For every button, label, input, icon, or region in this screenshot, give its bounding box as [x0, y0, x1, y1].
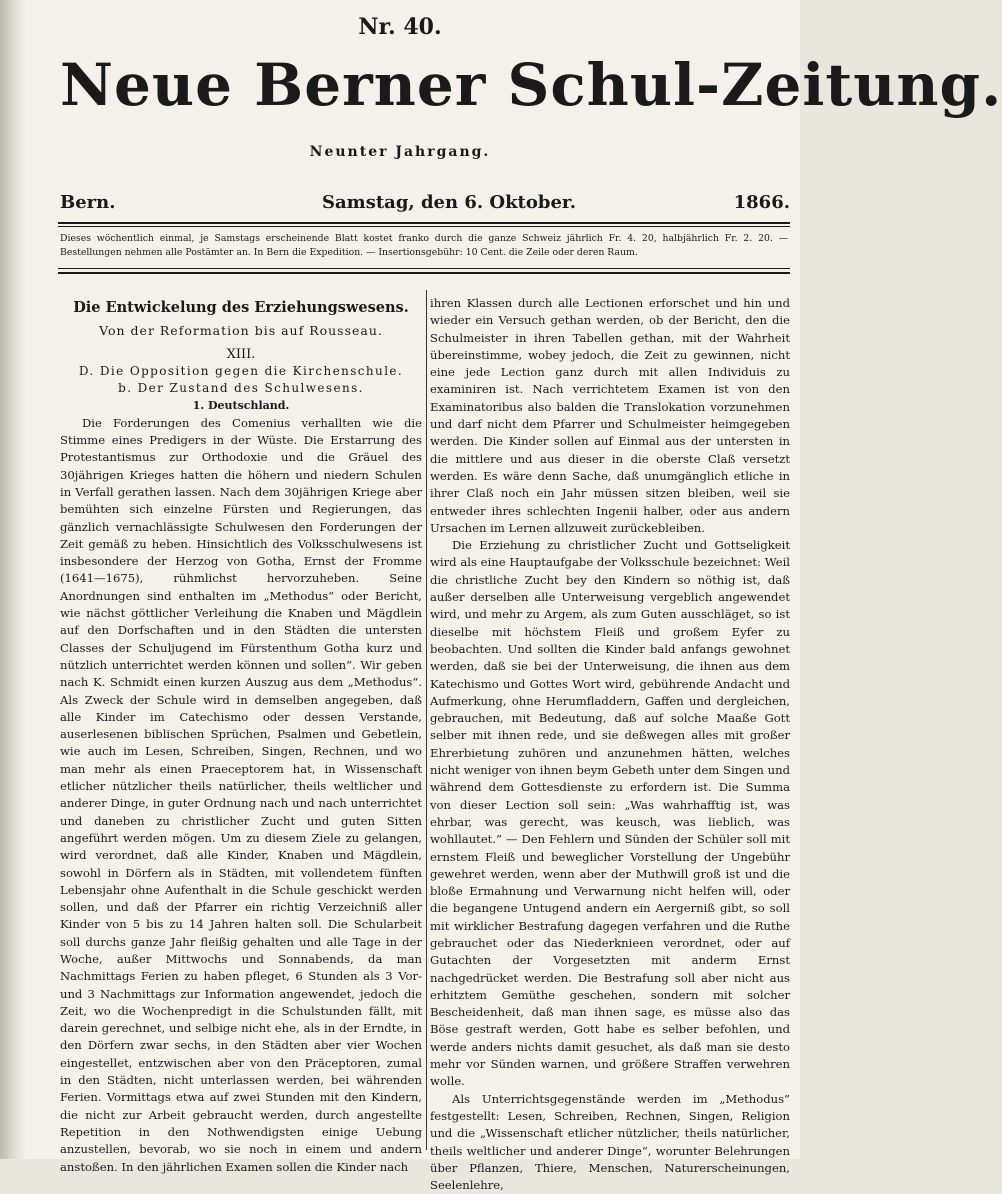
issue-number: Nr. 40. [358, 14, 442, 40]
subsection-heading: b. Der Zustand des Schulwesens. [118, 381, 364, 396]
volume-line: Neunter Jahrgang. [309, 144, 491, 160]
header-rule-bottom-thick [58, 272, 790, 274]
column-divider [426, 290, 427, 1150]
header-rule-top [58, 222, 790, 224]
dateline [60, 192, 790, 218]
page-binding-shadow [0, 0, 26, 1159]
part-number: XIII. [226, 346, 256, 362]
issue-year: 1866. [733, 192, 790, 213]
subscription-notice: Dieses wöchentlich einmal, je Samstags erscheinende Blatt kostet franko durch die ganze Schweiz jährlich Fr. 4. 20, halbjährlich Fr. 2. 20. — Bestellungen nehmen alle Postämter an. In Bern die Expedition. — Insertionsgebühr: 10 Cent. die Zeile oder deren Raum. [60, 233, 788, 258]
issue-date: Samstag, den 6. Oktober. [322, 192, 576, 213]
section-heading: D. Die Opposition gegen die Kirchenschule. [78, 363, 404, 378]
paragraph: ihren Klassen durch alle Lectionen erforschet und hin und wieder ein Versuch gethan werden, ob der Bericht, den die Schulmeister in ihren Tabellen gethan, mit der Wahrheit übereinstimme, wobey jedoch, die Zeit zu gewinnen, nicht eine jede Lection ganz durch mit allen Individuis zu examiniren ist. Nach verrichtetem Examen ist von den Examinatoribus also balden die Translokation vorzunehmen und darf nicht dem Pfarrer und Schulmeister heimgegeben werden. Die Kinder sollen auf Einmal aus der untersten in die mittlere und aus dieser in die oberste Claß versetzt werden. Es wäre denn Sache, daß unumgänglich etliche in ihrer Claß noch ein Jahr müssen sitzen bleiben, weil sie entweder ihres schlechten Ingenii halber, oder aus andern Ursachen im Lernen allzuweit zurückebleiben. [430, 296, 790, 535]
paragraph: Die Erziehung zu christlicher Zucht und Gottseligkeit wird als eine Hauptaufgabe der Volksschule bezeichnet: Weil die christliche Zucht bey den Kindern so nöthig ist, daß außer derselben alle Unterweisung vergeblich angewendet wird, und mehr zu Argem, als zum Guten ausschläget, so ist dieselbe mit höchstem Fleiß und großem Eyfer zu beobachten. Und sollten die Kinder bald anfangs gewohnet werden, daß sie bei der Unterweisung, die ihnen aus dem Katechismo und Gottes Wort wird, gebührende Andacht und Aufmerkung, ohne Herumfladdern, Gaffen und dergleichen, gebrauchen, mit Bedeutung, daß auf solche Maaße Gott selber mit ihnen rede, und sie deßwegen alles mit großer Ehrerbietung zuhören und anzunehmen hätten, welches nicht weniger von ihnen beym Gebeth unter dem Singen und während dem Gottesdienste zu erfordern ist. Die Summa von dieser Lection soll sein: „Was wahrhafftig ist, was ehrbar, was gerecht, was keusch, was lieblich, was wohllautet.“ — Den Fehlern und Sünden der Schüler soll mit ernstem Fleiß und beweglicher Vorstellung der Ungebühr gewehret werden, wenn aber der Muthwill groß ist und die bloße Ermahnung und Verwarnung nicht helfen will, oder die begangene Untugend andern ein Aergerniß gibt, so soll mit wirklicher Bestrafung dagegen verfahren und die Ruthe gebrauchet oder das Niederknieen verordnet, oder auf Gutachten der Vorgesetzten mit anderm Ernst nachgedrücket werden. Die Bestrafung soll aber nicht aus erhitztem Gemüthe geschehen, sondern mit solcher Bescheidenheit, daß man ihnen sage, es müsse also das Böse gestraft werden, Gott habe es selber befohlen, und werde anders nichts damit gesuchet, als daß man sie desto mehr vor Sünden warnen, und größere Straffen verwehren wolle. [430, 538, 790, 1089]
header-rule-bottom [58, 268, 790, 269]
article-subtitle: Von der Reformation bis auf Rousseau. [99, 323, 383, 339]
country-heading: 1. Deutschland. [192, 399, 290, 413]
header-rule-top-thin [58, 226, 790, 227]
article-title: Die Entwickelung des Erziehungswesens. [73, 299, 409, 316]
paragraph: Die Forderungen des Comenius verhallten wie die Stimme eines Predigers in der Wüste. Die Erstarrung des Protestantismus zur Orthodoxie und die Gräuel des 30jährigen Krieges hatten die höhern und niedern Schulen in Verfall gerathen lassen. Nach dem 30jährigen Kriege aber bemühten sich einzelne Fürsten und Regierungen, das gänzlich vernachlässigte Schulwesen den Forderungen der Zeit gemäß zu heben. Hinsichtlich des Volksschulwesens ist insbesondere der Herzog von Gotha, Ernst der Fromme (1641—1675), rühmlichst hervorzuheben. Seine Anordnungen sind enthalten im „Methodus“ oder Bericht, wie nächst göttlicher Verleihung die Knaben und Mägdlein auf den Dorfschaften und in den Städten die untersten Classes der Schuljugend im Fürstenthum Gotha kurz und nützlich unterrichtet werden können und sollen“. Wir geben nach K. Schmidt einen kurzen Auszug aus dem „Methodus“. Als Zweck der Schule wird in demselben angegeben, daß alle Kinder im Catechismo oder dessen Verstande, auserlesenen biblischen Sprüchen, Psalmen und Gebetlein, wie auch im Lesen, Schreiben, Singen, Rechnen, und wo man mehr als einen Praeceptorem hat, in Wissenschaft etlicher nützlicher theils natürlicher, theils weltlicher und anderer Dinge, in guter Ordnung nach und nach unterrichtet und daneben zu christlicher Zucht und guten Sitten angeführt werden mögen. Um zu diesem Ziele zu gelangen, wird verordnet, daß alle Kinder, Knaben und Mägdlein, sowohl in Dörfern als in Städten, mit vollendetem fünften Lebensjahr ohne Aufenthalt in die Schule geschickt werden sollen, und daß der Pfarrer ein richtig Verzeichniß aller Kinder von 5 bis zu 14 Jahren halten soll. Die Schularbeit soll durchs ganze Jahr fleißig gehalten und alle Tage in der Woche, außer Mittwochs und Sonnabends, da man Nachmittags Ferien zu haben pfleget, 6 Stunden als 3 Vor- und 3 Nachmittags zur Information angewendet, jedoch die Zeit, wo die Wochenpredigt in die Schulstunden fällt, mit darein gerechnet, und selbige nicht ehe, als in der Erndte, in den Dörfern zwar sechs, in den Städten aber vier Wochen eingestellet, entzwischen aber von den Präceptoren, zumal in den Städten, nicht unterlassen werden, bei währenden Ferien. Vormittags etwa auf zwei Stunden mit den Kindern, die nicht zur Arbeit gebraucht werden, durch angestellte Repetition in den Nothwendigsten einige Uebung anzustellen, bevorab, wo sie noch in einem und andern anstoßen. In den jährlichen Examen sollen die Kinder nach [60, 415, 422, 1174]
left-column [60, 295, 422, 1176]
place: Bern. [60, 192, 116, 213]
right-column [430, 295, 790, 1194]
newspaper-title: Neue Berner Schul-Zeitung. [60, 51, 1002, 119]
paragraph: Als Unterrichtsgegenstände werden im „Methodus“ festgestellt: Lesen, Schreiben, Rechnen, Singen, Religion und die „Wissenschaft etlicher nützlicher, theils natürlicher, theils weltlicher und anderer Dinge“, worunter Belehrungen über Pflanzen, Thiere, Menschen, Naturerscheinungen, Seelenlehre, [430, 1091, 790, 1193]
